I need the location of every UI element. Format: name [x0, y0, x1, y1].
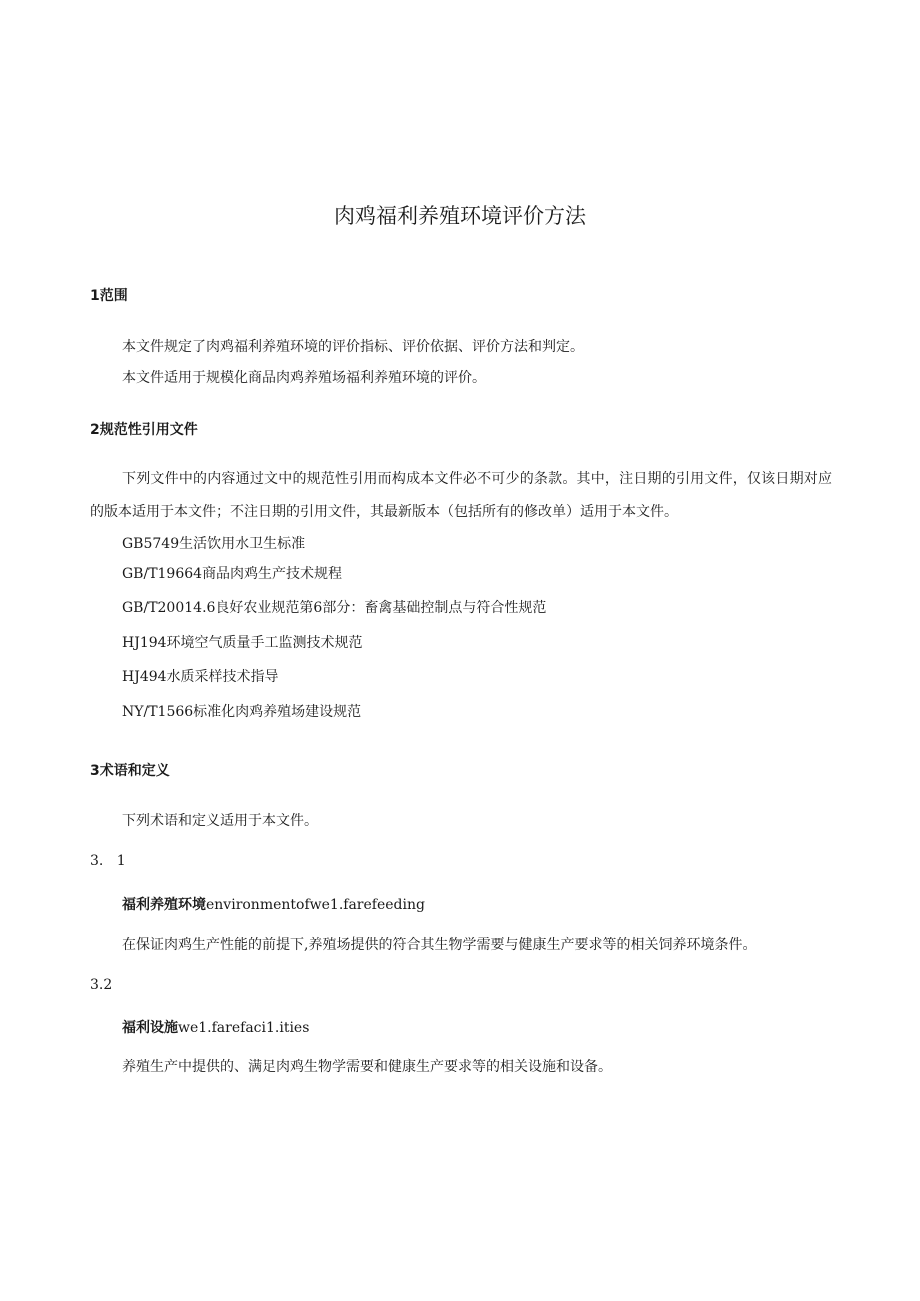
- scope-paragraph-1: 本文件规定了肉鸡福利养殖环境的评价指标、评价依据、评价方法和判定。: [122, 339, 584, 355]
- reference-item: GB/T20014.6良好农业规范第6部分：畜禽基础控制点与符合性规范: [122, 600, 547, 616]
- reference-item: HJ494水质采样技术指导: [122, 669, 279, 685]
- scope-paragraph-2: 本文件适用于规模化商品肉鸡养殖场福利养殖环境的评价。: [122, 370, 486, 386]
- references-intro-paragraph: 下列文件中的内容通过文中的规范性引用而构成本文件必不可少的条款。其中，注日期的引用文件，仅该日期对应的版本适用于本文件；不注日期的引用文件，其最新版本（包括所有的修改单）适用于本文件。: [90, 471, 832, 520]
- section-heading-terms-definitions: 3术语和定义: [90, 763, 170, 779]
- term-chinese: 福利设施: [122, 1020, 178, 1036]
- terms-intro-paragraph: 下列术语和定义适用于本文件。: [122, 813, 318, 829]
- term-english: we1.farefaci1.ities: [178, 1020, 310, 1036]
- term-definition: 在保证肉鸡生产性能的前提下,养殖场提供的符合其生物学需要与健康生产要求等的相关饲养环境条件。: [122, 937, 757, 953]
- reference-item: GB5749生活饮用水卫生标准: [122, 536, 306, 552]
- term-chinese: 福利养殖环境: [122, 897, 206, 913]
- term-heading: [122, 894, 425, 914]
- reference-item: NY/T1566标准化肉鸡养殖场建设规范: [122, 704, 362, 720]
- page-title: 肉鸡福利养殖环境评价方法: [334, 204, 586, 228]
- term-number: 3. 1: [90, 853, 126, 869]
- section-heading-scope: 1范围: [90, 288, 128, 304]
- term-english: environmentofwe1.farefeeding: [206, 897, 425, 913]
- reference-item: GB/T19664商品肉鸡生产技术规程: [122, 566, 343, 582]
- term-definition: 养殖生产中提供的、满足肉鸡生物学需要和健康生产要求等的相关设施和设备。: [122, 1059, 612, 1075]
- section-heading-normative-references: 2规范性引用文件: [90, 422, 198, 438]
- term-number: 3.2: [90, 977, 113, 993]
- term-heading: [122, 1017, 309, 1037]
- reference-item: HJ194环境空气质量手工监测技术规范: [122, 635, 363, 651]
